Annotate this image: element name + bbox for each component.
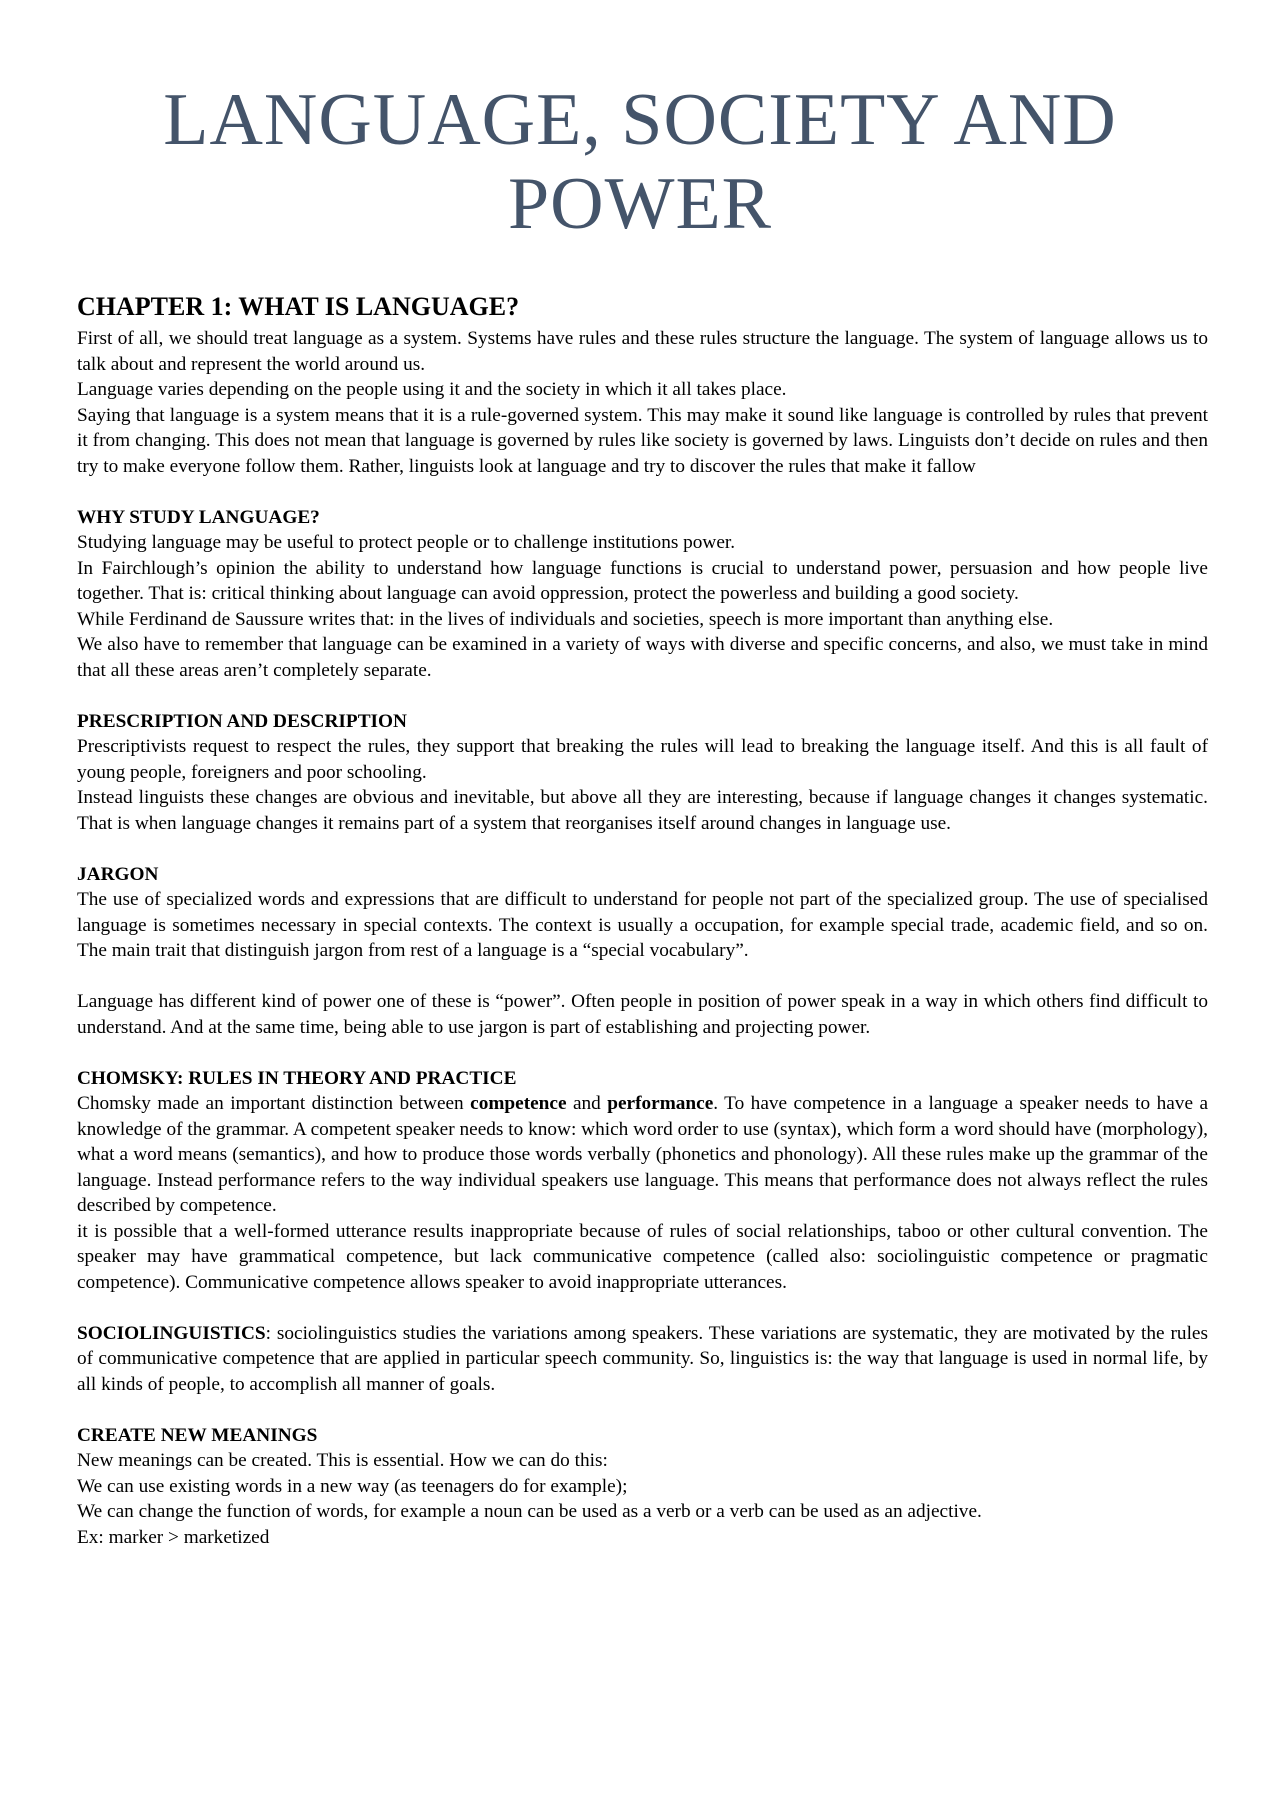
paragraph: it is possible that a well-formed utterance results inappropriate because of rules of social relationships, taboo or other cultural convention. The speaker may have grammatical competence, but lack communicative competence (called also: sociolinguistic competence or pragmatic competence). Communicative competence allows speaker to avoid inappropriate utterances. (77, 1220, 1208, 1293)
document-body (77, 290, 1208, 1550)
paragraph: Saying that language is a system means that it is a rule-governed system. This may make it sound like language is controlled by rules that prevent it from changing. This does not mean that language is governed by rules like society is governed by laws. Linguists don’t decide on rules and then try to make everyone follow them. Rather, linguists look at language and try to discover the rules that make it fallow (77, 404, 1208, 477)
term-sociolinguistics: SOCIOLINGUISTICS (77, 1322, 266, 1344)
paragraph: In Fairchlough’s opinion the ability to understand how language functions is crucial to understand power, persuasion and how people live together. That is: critical thinking about language can avoid oppression, protect the powerless and building a good society. (77, 557, 1208, 604)
section-heading-why-study: WHY STUDY LANGUAGE? (77, 506, 320, 528)
section-heading-jargon: JARGON (77, 863, 159, 885)
term-performance: performance (607, 1093, 714, 1114)
paragraph: Language has different kind of power one of these is “power”. Often people in position of power speak in a way in which others find difficult to understand. And at the same time, being able to use jargon is part of establishing and projecting power. (77, 991, 1208, 1038)
paragraph (77, 1091, 1208, 1219)
section-heading-new-meanings: CREATE NEW MEANINGS (77, 1424, 318, 1446)
paragraph: We can use existing words in a new way (as teenagers do for example); (77, 1475, 628, 1497)
paragraph: Instead linguists these changes are obvious and inevitable, but above all they are interesting, because if language changes it changes systematic. That is when language changes it remains part of a system that reorganises itself around changes in language use. (77, 787, 1208, 834)
text-run: and (566, 1093, 608, 1114)
document-title (100, 78, 1180, 246)
paragraph: The use of specialized words and expressions that are difficult to understand for people not part of the specialized group. The use of specialised language is sometimes necessary in special contexts. The context is usually a occupation, for example special trade, academic field, and so on. The main trait that distinguish jargon from rest of a language is a “special vocabulary”. (77, 889, 1208, 961)
paragraph: Ex: marker > marketized (77, 1526, 270, 1548)
title-line-2: POWER (508, 163, 772, 245)
paragraph: Prescriptivists request to respect the rules, they support that breaking the rules will lead to breaking the language itself. And this is all fault of young people, foreigners and poor schooling. (77, 736, 1208, 783)
title-line-1: LANGUAGE, SOCIETY AND (163, 79, 1117, 161)
section-heading-prescription: PRESCRIPTION AND DESCRIPTION (77, 710, 407, 732)
chapter-heading: CHAPTER 1: WHAT IS LANGUAGE? (77, 292, 520, 321)
paragraph: We also have to remember that language can be examined in a variety of ways with diverse and specific concerns, and also, we must take in mind that all these areas aren’t completely separate. (77, 634, 1208, 681)
term-competence: competence (470, 1093, 567, 1114)
text-run: . To have competence in a language a speaker needs to have a knowledge of the grammar. A competent speaker needs to know: which word order to use (syntax), which form a word should have (morphology), what a word means (semantics), and how to produce those words verbally (phonetics and phonology). All these rules make up the grammar of the language. Instead performance refers to the way individual speakers use language. This means that performance does not always reflect the rules described by competence. (77, 1093, 1209, 1216)
paragraph: Studying language may be useful to protect people or to challenge institutions power. (77, 532, 736, 553)
paragraph: Language varies depending on the people using it and the society in which it all takes place. (77, 379, 787, 400)
section-heading-chomsky: CHOMSKY: RULES IN THEORY AND PRACTICE (77, 1067, 517, 1089)
text-run: Chomsky made an important distinction between (77, 1093, 471, 1114)
paragraph: While Ferdinand de Saussure writes that: in the lives of individuals and societies, speech is more important than anything else. (77, 608, 1054, 630)
paragraph-sociolinguistics (77, 1321, 1208, 1398)
text-run: : sociolinguistics studies the variations among speakers. These variations are systematic, they are motivated by the rules of communicative competence that are applied in particular speech community. So, linguistics is: the way that language is used in normal life, by all kinds of people, to accomplish all manner of goals. (77, 1322, 1208, 1395)
paragraph: We can change the function of words, for example a noun can be used as a verb or a verb can be used as an adjective. (77, 1501, 982, 1522)
paragraph: New meanings can be created. This is essential. How we can do this: (77, 1450, 608, 1471)
paragraph: First of all, we should treat language as a system. Systems have rules and these rules structure the language. The system of language allows us to talk about and represent the world around us. (77, 328, 1208, 375)
